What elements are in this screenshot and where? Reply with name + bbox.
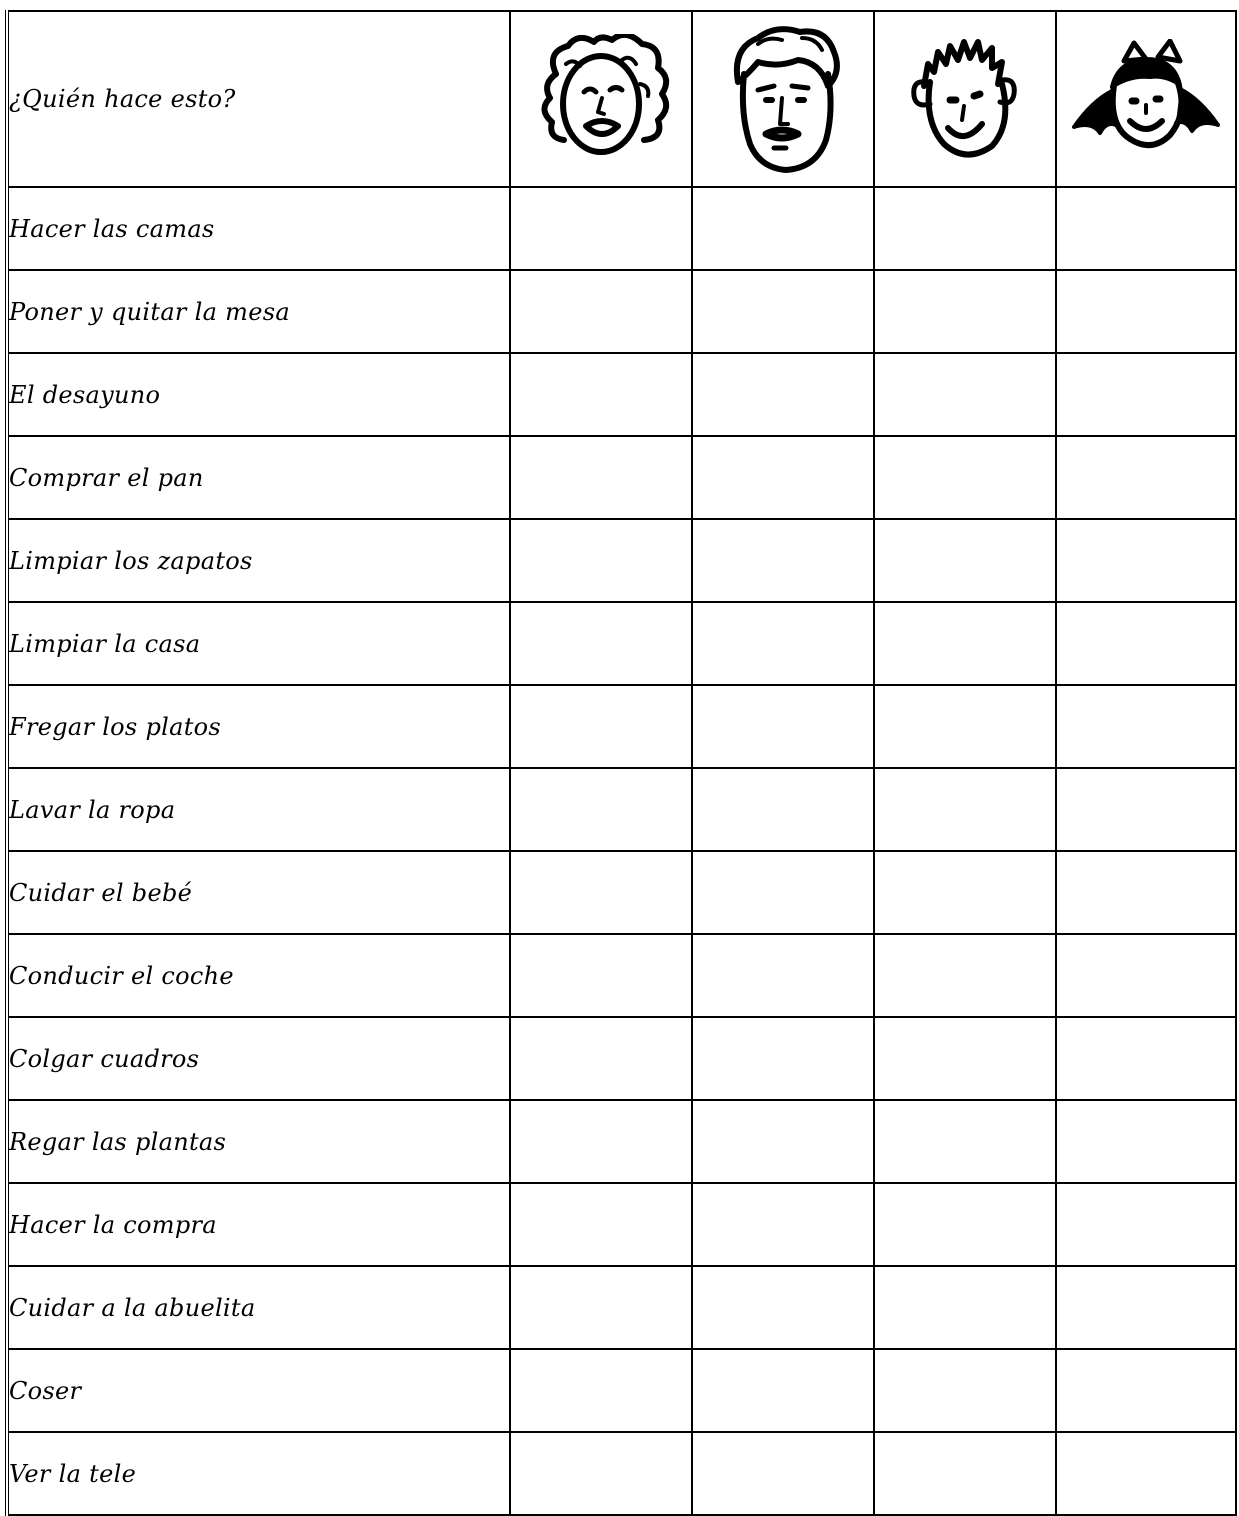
task-label: Limpiar los zapatos <box>7 519 510 602</box>
task-row <box>7 1100 1236 1183</box>
task-label: Colgar cuadros <box>7 1017 510 1100</box>
mother-answer-cell[interactable] <box>510 934 692 1017</box>
task-label: Fregar los platos <box>7 685 510 768</box>
mother-answer-cell[interactable] <box>510 602 692 685</box>
chores-table <box>5 10 1237 1516</box>
girl-answer-cell[interactable] <box>1056 519 1236 602</box>
task-row <box>7 685 1236 768</box>
father-answer-cell[interactable] <box>692 1183 874 1266</box>
father-answer-cell[interactable] <box>692 934 874 1017</box>
boy-answer-cell[interactable] <box>874 934 1056 1017</box>
boy-face-icon <box>900 34 1030 164</box>
father-answer-cell[interactable] <box>692 353 874 436</box>
boy-answer-cell[interactable] <box>874 436 1056 519</box>
father-face-icon <box>718 24 848 174</box>
girl-answer-cell[interactable] <box>1056 768 1236 851</box>
father-answer-cell[interactable] <box>692 270 874 353</box>
girl-answer-cell[interactable] <box>1056 436 1236 519</box>
girl-answer-cell[interactable] <box>1056 934 1236 1017</box>
task-row <box>7 851 1236 934</box>
father-answer-cell[interactable] <box>692 1432 874 1515</box>
father-answer-cell[interactable] <box>692 1017 874 1100</box>
boy-answer-cell[interactable] <box>874 602 1056 685</box>
father-column-header <box>692 11 874 187</box>
mother-answer-cell[interactable] <box>510 353 692 436</box>
boy-answer-cell[interactable] <box>874 851 1056 934</box>
boy-answer-cell[interactable] <box>874 1432 1056 1515</box>
girl-answer-cell[interactable] <box>1056 1100 1236 1183</box>
task-row <box>7 1432 1236 1515</box>
boy-answer-cell[interactable] <box>874 1266 1056 1349</box>
boy-answer-cell[interactable] <box>874 187 1056 270</box>
task-label: Regar las plantas <box>7 1100 510 1183</box>
father-answer-cell[interactable] <box>692 1100 874 1183</box>
father-answer-cell[interactable] <box>692 187 874 270</box>
girl-answer-cell[interactable] <box>1056 353 1236 436</box>
task-row <box>7 1266 1236 1349</box>
father-answer-cell[interactable] <box>692 602 874 685</box>
task-label: Cuidar el bebé <box>7 851 510 934</box>
task-row <box>7 187 1236 270</box>
father-answer-cell[interactable] <box>692 1349 874 1432</box>
task-row <box>7 768 1236 851</box>
task-label: Limpiar la casa <box>7 602 510 685</box>
girl-column-header <box>1056 11 1236 187</box>
task-label: Hacer las camas <box>7 187 510 270</box>
boy-answer-cell[interactable] <box>874 519 1056 602</box>
task-label: Cuidar a la abuelita <box>7 1266 510 1349</box>
girl-answer-cell[interactable] <box>1056 1017 1236 1100</box>
task-row <box>7 436 1236 519</box>
mother-answer-cell[interactable] <box>510 187 692 270</box>
task-label: Coser <box>7 1349 510 1432</box>
boy-answer-cell[interactable] <box>874 353 1056 436</box>
boy-answer-cell[interactable] <box>874 1183 1056 1266</box>
mother-answer-cell[interactable] <box>510 1017 692 1100</box>
header-row <box>7 11 1236 187</box>
father-answer-cell[interactable] <box>692 851 874 934</box>
mother-answer-cell[interactable] <box>510 436 692 519</box>
girl-answer-cell[interactable] <box>1056 1349 1236 1432</box>
task-label: Comprar el pan <box>7 436 510 519</box>
father-answer-cell[interactable] <box>692 768 874 851</box>
boy-answer-cell[interactable] <box>874 1017 1056 1100</box>
task-row <box>7 270 1236 353</box>
father-answer-cell[interactable] <box>692 436 874 519</box>
task-label: Lavar la ropa <box>7 768 510 851</box>
father-answer-cell[interactable] <box>692 1266 874 1349</box>
girl-answer-cell[interactable] <box>1056 270 1236 353</box>
task-row <box>7 602 1236 685</box>
boy-answer-cell[interactable] <box>874 1100 1056 1183</box>
mother-answer-cell[interactable] <box>510 1432 692 1515</box>
task-label: Poner y quitar la mesa <box>7 270 510 353</box>
task-row <box>7 1017 1236 1100</box>
task-label: Ver la tele <box>7 1432 510 1515</box>
question-header: ¿Quién hace esto? <box>7 11 510 187</box>
girl-answer-cell[interactable] <box>1056 187 1236 270</box>
boy-answer-cell[interactable] <box>874 270 1056 353</box>
father-answer-cell[interactable] <box>692 519 874 602</box>
father-answer-cell[interactable] <box>692 685 874 768</box>
mother-column-header <box>510 11 692 187</box>
girl-answer-cell[interactable] <box>1056 1432 1236 1515</box>
boy-column-header <box>874 11 1056 187</box>
girl-face-icon <box>1066 39 1226 159</box>
girl-answer-cell[interactable] <box>1056 851 1236 934</box>
boy-answer-cell[interactable] <box>874 768 1056 851</box>
boy-answer-cell[interactable] <box>874 1349 1056 1432</box>
task-row <box>7 934 1236 1017</box>
task-label: Conducir el coche <box>7 934 510 1017</box>
task-row <box>7 519 1236 602</box>
mother-answer-cell[interactable] <box>510 519 692 602</box>
task-label: El desayuno <box>7 353 510 436</box>
boy-answer-cell[interactable] <box>874 685 1056 768</box>
task-row <box>7 1183 1236 1266</box>
mother-answer-cell[interactable] <box>510 768 692 851</box>
mother-answer-cell[interactable] <box>510 851 692 934</box>
mother-face-icon <box>526 34 676 164</box>
task-label: Hacer la compra <box>7 1183 510 1266</box>
mother-answer-cell[interactable] <box>510 1349 692 1432</box>
task-row <box>7 1349 1236 1432</box>
mother-answer-cell[interactable] <box>510 685 692 768</box>
mother-answer-cell[interactable] <box>510 1183 692 1266</box>
mother-answer-cell[interactable] <box>510 1266 692 1349</box>
girl-answer-cell[interactable] <box>1056 1266 1236 1349</box>
girl-answer-cell[interactable] <box>1056 1183 1236 1266</box>
girl-answer-cell[interactable] <box>1056 602 1236 685</box>
mother-answer-cell[interactable] <box>510 270 692 353</box>
girl-answer-cell[interactable] <box>1056 685 1236 768</box>
task-row <box>7 353 1236 436</box>
mother-answer-cell[interactable] <box>510 1100 692 1183</box>
